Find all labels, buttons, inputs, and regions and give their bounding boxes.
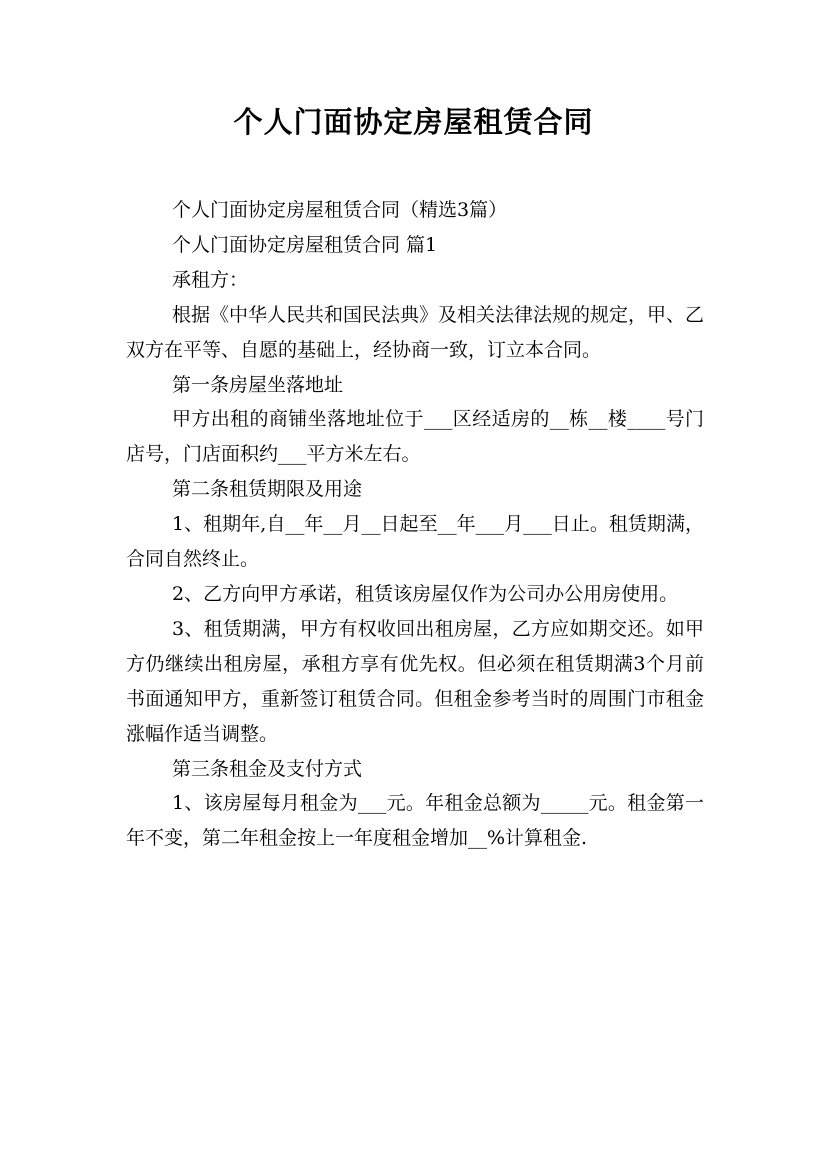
paragraph-article-3-item-1: 1、该房屋每月租金为___元。年租金总额为_____元。租金第一年不变，第二年租金按上一年度租金增加__%计算租金. xyxy=(126,792,704,850)
paragraph-article-1-heading: 第一条房屋坐落地址 xyxy=(172,373,344,396)
paragraph-article-2-item-2: 2、乙方向甲方承诺，租赁该房屋仅作为公司办公用房使用。 xyxy=(172,582,679,605)
paragraph-article-1-address: 甲方出租的商铺坐落地址位于___区经适房的__栋__楼____号门店号，门店面积约___平方米左右。 xyxy=(126,408,704,466)
paragraph-article-2-item-3: 3、租赁期满，甲方有权收回出租房屋，乙方应如期交还。如甲方仍继续出租房屋，承租方享有优先权。但必须在租赁期满3个月前书面通知甲方，重新签订租赁合同。但租金参考当时的周围门市租金涨幅作适当调整。 xyxy=(126,617,704,745)
paragraph-lessee: 承租方： xyxy=(172,268,249,291)
document-title: 个人门面协定房屋租赁合同 xyxy=(233,105,594,139)
paragraph-section-heading: 个人门面协定房屋租赁合同 篇1 xyxy=(172,233,438,256)
paragraph-article-3-heading: 第三条租金及支付方式 xyxy=(172,757,363,780)
document-body xyxy=(126,193,704,856)
paragraph-article-2-item-1: 1、租期年,自__年__月__日起至__年___月___日止。租赁期满，合同自然终止。 xyxy=(126,513,704,571)
paragraph-article-2-heading: 第二条租赁期限及用途 xyxy=(172,478,363,501)
paragraph-subtitle: 个人门面协定房屋租赁合同（精选3篇） xyxy=(172,199,508,221)
paragraph-preamble: 根据《中华人民共和国民法典》及相关法律法规的规定，甲、乙双方在平等、自愿的基础上，经协商一致，订立本合同。 xyxy=(126,303,705,361)
